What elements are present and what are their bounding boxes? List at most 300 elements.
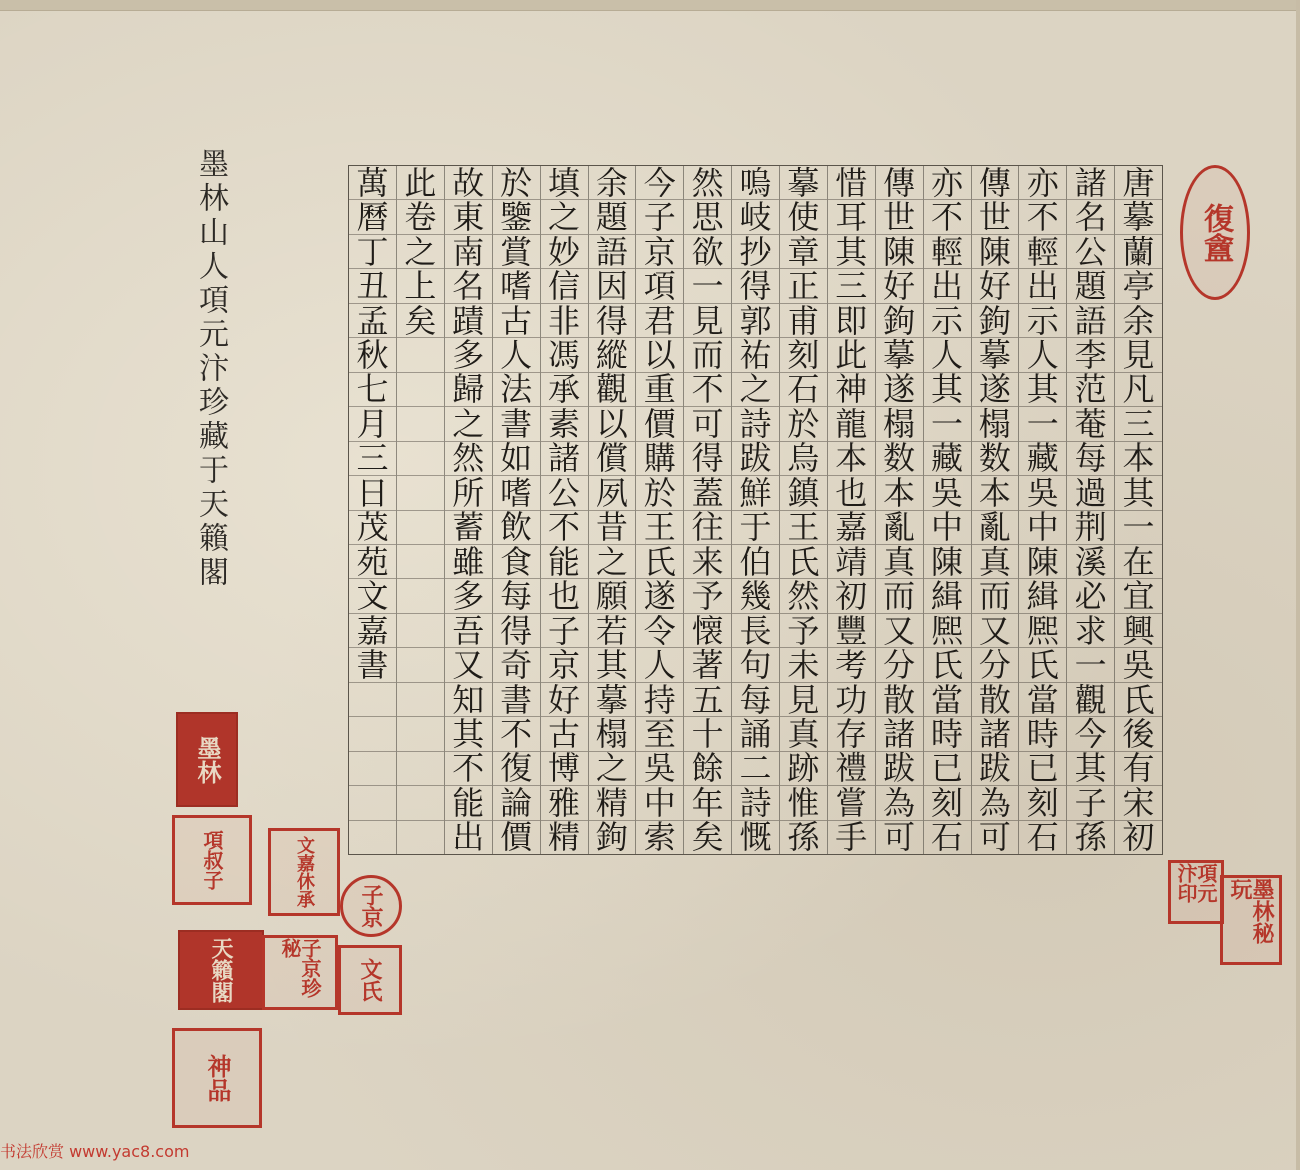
grid-cell: 其: [1019, 373, 1066, 407]
grid-cell: 摹: [589, 683, 636, 717]
grid-cell: 余: [1115, 304, 1162, 338]
grid-cell: 一: [1067, 648, 1114, 682]
grid-cell: 每: [1067, 442, 1114, 476]
grid-cell: 摹: [1115, 200, 1162, 234]
text-column: [875, 163, 923, 857]
grid-cell: 好: [541, 683, 588, 717]
grid-cell: 得: [732, 269, 779, 303]
grid-cell: 法: [493, 373, 540, 407]
grid-cell: 石: [1026, 818, 1059, 857]
grid-cell: 得: [684, 442, 731, 476]
seal-left-4: 天籟閣: [178, 930, 264, 1010]
grid-cell: 名: [1067, 200, 1114, 234]
grid-cell: 諸: [876, 717, 923, 751]
text-column: [396, 163, 444, 854]
grid-cell: 矣: [691, 818, 724, 857]
text-column: [540, 163, 588, 857]
grid-cell: 藏: [924, 442, 971, 476]
grid-cell: 余: [589, 166, 636, 200]
text-column: [444, 163, 492, 857]
grid-cell: 陳: [1019, 545, 1066, 579]
grid-cell: 每: [732, 683, 779, 717]
grid-cell: 緝: [1019, 579, 1066, 613]
grid-cell: 中: [636, 786, 683, 820]
grid-cell: [397, 373, 444, 407]
grid-cell: 五: [684, 683, 731, 717]
grid-cell: 吳: [924, 476, 971, 510]
grid-cell: 精: [548, 818, 581, 857]
grid-cell: 子: [1067, 786, 1114, 820]
grid-cell: [397, 752, 444, 786]
grid-cell: [397, 786, 444, 820]
grid-cell: 豐: [828, 614, 875, 648]
grid-cell: 縱: [589, 338, 636, 372]
grid-cell: 七: [349, 373, 396, 407]
grid-cell: 興: [1115, 614, 1162, 648]
grid-cell: 鑒: [493, 200, 540, 234]
seal-left-2: 項叔子: [172, 815, 252, 905]
grid-cell: 人: [924, 338, 971, 372]
grid-cell: 時: [924, 717, 971, 751]
grid-cell: 嘗: [828, 786, 875, 820]
text-column: [827, 163, 875, 857]
grid-cell: 知: [445, 683, 492, 717]
grid-cell: 宋: [1115, 786, 1162, 820]
grid-cell: 苑: [349, 545, 396, 579]
grid-cell: 靖: [828, 545, 875, 579]
grid-cell: 分: [876, 648, 923, 682]
grid-cell: 烏: [780, 442, 827, 476]
grid-cell: 一: [684, 269, 731, 303]
grid-cell: 古: [541, 717, 588, 751]
grid-cell: 出: [1019, 269, 1066, 303]
grid-cell: 三: [828, 269, 875, 303]
grid-cell: 亂: [972, 511, 1019, 545]
grid-cell: 博: [541, 752, 588, 786]
grid-cell: 正: [780, 269, 827, 303]
grid-cell: [397, 717, 444, 751]
grid-cell: 蓄: [445, 511, 492, 545]
grid-cell: 遂: [636, 579, 683, 613]
grid-cell: 項: [636, 269, 683, 303]
grid-cell: 好: [972, 269, 1019, 303]
grid-cell: 為: [876, 786, 923, 820]
grid-cell: 本: [1115, 442, 1162, 476]
seal-left-3: 文嘉休承: [268, 828, 340, 916]
grid-cell: 賞: [493, 235, 540, 269]
grid-cell: 石: [780, 373, 827, 407]
grid-cell: [349, 821, 396, 854]
text-column: [1066, 163, 1114, 857]
grid-cell: 甫: [780, 304, 827, 338]
grid-cell: 氏: [924, 648, 971, 682]
grid-cell: 孫: [787, 818, 820, 857]
text-column: [349, 163, 396, 854]
grid-cell: 非: [541, 304, 588, 338]
grid-cell: 其: [924, 373, 971, 407]
grid-cell: 可: [978, 818, 1011, 857]
text-column: [683, 163, 731, 857]
grid-cell: 岐: [732, 200, 779, 234]
grid-cell: 刻: [1019, 786, 1066, 820]
grid-cell: 信: [541, 269, 588, 303]
grid-cell: 為: [972, 786, 1019, 820]
grid-cell: 傳: [972, 166, 1019, 200]
grid-cell: 奇: [493, 648, 540, 682]
grid-cell: 秋: [349, 338, 396, 372]
grid-cell: 来: [684, 545, 731, 579]
grid-cell: 而: [684, 338, 731, 372]
grid-cell: 其: [1067, 752, 1114, 786]
grid-cell: 購: [636, 442, 683, 476]
seal-left-1: 墨林: [176, 712, 238, 807]
text-column: [779, 163, 827, 857]
grid-cell: 嗜: [493, 476, 540, 510]
grid-cell: 人: [493, 338, 540, 372]
grid-cell: 持: [636, 683, 683, 717]
grid-cell: 十: [684, 717, 731, 751]
grid-cell: 陳: [924, 545, 971, 579]
grid-cell: 鮮: [732, 476, 779, 510]
grid-cell: 其: [589, 648, 636, 682]
grid-cell: 書: [493, 407, 540, 441]
grid-cell: 出: [452, 818, 485, 857]
grid-cell: 鉤: [972, 304, 1019, 338]
grid-cell: 嘉: [349, 614, 396, 648]
grid-cell: 東: [445, 200, 492, 234]
grid-cell: 名: [445, 269, 492, 303]
grid-cell: 分: [972, 648, 1019, 682]
grid-cell: 此: [828, 338, 875, 372]
grid-cell: 陳: [972, 235, 1019, 269]
grid-cell: 也: [541, 579, 588, 613]
grid-cell: 本: [828, 442, 875, 476]
grid-cell: 語: [589, 235, 636, 269]
grid-cell: [397, 407, 444, 441]
grid-cell: 中: [924, 511, 971, 545]
grid-cell: [397, 614, 444, 648]
grid-cell: 跋: [876, 752, 923, 786]
grid-cell: 價: [500, 818, 533, 857]
grid-cell: 数: [972, 442, 1019, 476]
grid-cell: 日: [349, 476, 396, 510]
grid-cell: 之: [397, 235, 444, 269]
grid-cell: 故: [445, 166, 492, 200]
seal-right-b: 墨林秘玩: [1220, 875, 1282, 965]
grid-cell: 諸: [1067, 166, 1114, 200]
grid-cell: 多: [445, 579, 492, 613]
grid-cell: 萬: [349, 166, 396, 200]
grid-cell: 書: [493, 683, 540, 717]
grid-cell: 遂: [876, 373, 923, 407]
grid-cell: 之: [541, 200, 588, 234]
grid-cell: 氏: [780, 545, 827, 579]
grid-cell: 每: [493, 579, 540, 613]
grid-cell: [397, 683, 444, 717]
grid-cell: 即: [828, 304, 875, 338]
grid-cell: 示: [1019, 304, 1066, 338]
grid-cell: 藏: [1019, 442, 1066, 476]
grid-cell: 價: [636, 407, 683, 441]
grid-cell: [349, 752, 396, 786]
grid-cell: 傳: [876, 166, 923, 200]
grid-cell: [397, 442, 444, 476]
grid-cell: 其: [445, 717, 492, 751]
seal-top-right: 復盦: [1180, 165, 1250, 300]
grid-cell: 遂: [972, 373, 1019, 407]
grid-cell: 卷: [397, 200, 444, 234]
grid-cell: 詩: [732, 786, 779, 820]
grid-cell: [397, 476, 444, 510]
grid-cell: 著: [684, 648, 731, 682]
grid-cell: 初: [828, 579, 875, 613]
grid-cell: 公: [541, 476, 588, 510]
grid-cell: [349, 717, 396, 751]
grid-cell: 也: [828, 476, 875, 510]
grid-cell: 人: [636, 648, 683, 682]
grid-cell: 唐: [1115, 166, 1162, 200]
grid-cell: 承: [541, 373, 588, 407]
grid-cell: 於: [636, 476, 683, 510]
grid-cell: 氏: [636, 545, 683, 579]
grid-cell: 可: [684, 407, 731, 441]
grid-cell: [349, 683, 396, 717]
grid-cell: 丑: [349, 269, 396, 303]
grid-cell: 題: [1067, 269, 1114, 303]
grid-cell: 後: [1115, 717, 1162, 751]
grid-cell: 世: [876, 200, 923, 234]
grid-cell: 觀: [589, 373, 636, 407]
grid-cell: 二: [732, 752, 779, 786]
grid-cell: 其: [828, 235, 875, 269]
grid-cell: 亦: [924, 166, 971, 200]
grid-cell: 蹟: [445, 304, 492, 338]
grid-cell: 亭: [1115, 269, 1162, 303]
grid-cell: 数: [876, 442, 923, 476]
grid-cell: 得: [589, 304, 636, 338]
grid-cell: 初: [1122, 818, 1155, 857]
grid-cell: 神: [828, 373, 875, 407]
grid-cell: 刻: [780, 338, 827, 372]
grid-cell: 時: [1019, 717, 1066, 751]
grid-cell: 惟: [780, 786, 827, 820]
grid-cell: 月: [349, 407, 396, 441]
grid-cell: 真: [972, 545, 1019, 579]
grid-cell: 功: [828, 683, 875, 717]
grid-cell: 菴: [1067, 407, 1114, 441]
grid-cell: 願: [589, 579, 636, 613]
grid-cell: 本: [972, 476, 1019, 510]
grid-cell: 好: [876, 269, 923, 303]
grid-cell: 論: [493, 786, 540, 820]
grid-cell: 語: [1067, 304, 1114, 338]
grid-cell: 之: [732, 373, 779, 407]
grid-cell: 而: [876, 579, 923, 613]
grid-cell: 一: [924, 407, 971, 441]
grid-cell: 又: [972, 614, 1019, 648]
grid-cell: 馮: [541, 338, 588, 372]
grid-cell: 氏: [1019, 648, 1066, 682]
grid-cell: 諸: [972, 717, 1019, 751]
calligraphy-grid: [348, 165, 1163, 855]
grid-cell: 於: [493, 166, 540, 200]
grid-cell: 摹: [780, 166, 827, 200]
grid-cell: 往: [684, 511, 731, 545]
grid-cell: 昔: [589, 511, 636, 545]
grid-cell: 南: [445, 235, 492, 269]
grid-cell: 令: [636, 614, 683, 648]
grid-cell: 見: [780, 683, 827, 717]
grid-cell: 吳: [1115, 648, 1162, 682]
grid-cell: 至: [636, 717, 683, 751]
grid-cell: 凡: [1115, 373, 1162, 407]
grid-cell: 句: [732, 648, 779, 682]
grid-cell: [397, 511, 444, 545]
grid-cell: 公: [1067, 235, 1114, 269]
grid-cell: 而: [972, 579, 1019, 613]
grid-cell: 鉤: [595, 818, 628, 857]
grid-cell: 手: [835, 818, 868, 857]
grid-cell: 曆: [349, 200, 396, 234]
grid-cell: 多: [445, 338, 492, 372]
text-column: [923, 163, 971, 857]
grid-cell: 中: [1019, 511, 1066, 545]
grid-cell: 索: [643, 818, 676, 857]
grid-cell: 散: [972, 683, 1019, 717]
grid-cell: 妙: [541, 235, 588, 269]
grid-cell: 丁: [349, 235, 396, 269]
grid-cell: 夙: [589, 476, 636, 510]
grid-cell: 孟: [349, 304, 396, 338]
grid-cell: 荆: [1067, 511, 1114, 545]
grid-cell: 三: [1115, 407, 1162, 441]
grid-cell: 復: [493, 752, 540, 786]
grid-cell: 然: [445, 442, 492, 476]
grid-cell: 以: [636, 338, 683, 372]
grid-cell: 以: [589, 407, 636, 441]
seal-left-5: 子京珍秘: [262, 935, 338, 1010]
grid-cell: 祐: [732, 338, 779, 372]
grid-cell: 范: [1067, 373, 1114, 407]
seal-center-square: 文氏: [338, 945, 402, 1015]
grid-cell: 吳: [636, 752, 683, 786]
grid-cell: 不: [445, 752, 492, 786]
grid-cell: 之: [589, 752, 636, 786]
grid-cell: 榻: [589, 717, 636, 751]
grid-cell: 未: [780, 648, 827, 682]
grid-cell: 因: [589, 269, 636, 303]
grid-cell: 章: [780, 235, 827, 269]
grid-cell: 諸: [541, 442, 588, 476]
grid-cell: 予: [684, 579, 731, 613]
grid-cell: 如: [493, 442, 540, 476]
grid-cell: 矣: [397, 304, 444, 338]
grid-cell: 吳: [1019, 476, 1066, 510]
grid-cell: 能: [445, 786, 492, 820]
grid-cell: 跋: [972, 752, 1019, 786]
watermark: 书法欣赏 www.yac8.com: [0, 1142, 190, 1161]
grid-cell: 當: [1019, 683, 1066, 717]
grid-cell: 摹: [876, 338, 923, 372]
grid-cell: 古: [493, 304, 540, 338]
grid-cell: 輕: [1019, 235, 1066, 269]
grid-cell: [397, 545, 444, 579]
grid-cell: 嘉: [828, 511, 875, 545]
grid-cell: 世: [972, 200, 1019, 234]
grid-cell: 年: [684, 786, 731, 820]
grid-cell: 不: [493, 717, 540, 751]
grid-cell: 不: [924, 200, 971, 234]
grid-cell: 精: [589, 786, 636, 820]
grid-cell: 歸: [445, 373, 492, 407]
text-column: [588, 163, 636, 857]
grid-cell: 本: [876, 476, 923, 510]
grid-cell: 又: [876, 614, 923, 648]
grid-cell: 已: [1019, 752, 1066, 786]
grid-cell: 考: [828, 648, 875, 682]
grid-cell: 不: [684, 373, 731, 407]
grid-cell: [397, 338, 444, 372]
grid-cell: 欲: [684, 235, 731, 269]
grid-cell: 償: [589, 442, 636, 476]
side-inscription: 墨林山人項元汴珍藏于天籟閣: [193, 148, 228, 590]
grid-cell: 刻: [924, 786, 971, 820]
grid-cell: 三: [349, 442, 396, 476]
grid-cell: 若: [589, 614, 636, 648]
grid-cell: 之: [589, 545, 636, 579]
grid-cell: 餘: [684, 752, 731, 786]
grid-cell: 存: [828, 717, 875, 751]
grid-cell: 於: [780, 407, 827, 441]
grid-cell: 蓋: [684, 476, 731, 510]
grid-cell: 詩: [732, 407, 779, 441]
grid-cell: 跋: [732, 442, 779, 476]
grid-cell: 飲: [493, 511, 540, 545]
grid-cell: 又: [445, 648, 492, 682]
grid-cell: 宜: [1115, 579, 1162, 613]
grid-cell: 惜: [828, 166, 875, 200]
grid-cell: [349, 786, 396, 820]
grid-cell: 孫: [1074, 818, 1107, 857]
grid-cell: 予: [780, 614, 827, 648]
grid-cell: 耳: [828, 200, 875, 234]
grid-cell: 榻: [972, 407, 1019, 441]
grid-cell: 禮: [828, 752, 875, 786]
text-column: [971, 163, 1019, 857]
grid-cell: 蘭: [1115, 235, 1162, 269]
grid-cell: 可: [883, 818, 916, 857]
grid-cell: 有: [1115, 752, 1162, 786]
grid-cell: 上: [397, 269, 444, 303]
grid-cell: 吾: [445, 614, 492, 648]
text-column: [1114, 163, 1162, 857]
grid-cell: 見: [1115, 338, 1162, 372]
grid-cell: 不: [1019, 200, 1066, 234]
grid-cell: 雅: [541, 786, 588, 820]
grid-cell: 京: [541, 648, 588, 682]
grid-cell: [397, 648, 444, 682]
grid-cell: 君: [636, 304, 683, 338]
grid-cell: 王: [636, 511, 683, 545]
grid-cell: 跡: [780, 752, 827, 786]
grid-cell: 熈: [924, 614, 971, 648]
seal-center-round: 子京: [340, 875, 402, 937]
grid-cell: 所: [445, 476, 492, 510]
grid-cell: [397, 579, 444, 613]
grid-cell: 之: [445, 407, 492, 441]
grid-cell: 嗚: [732, 166, 779, 200]
seal-right-a: 項元汴印: [1168, 860, 1224, 924]
